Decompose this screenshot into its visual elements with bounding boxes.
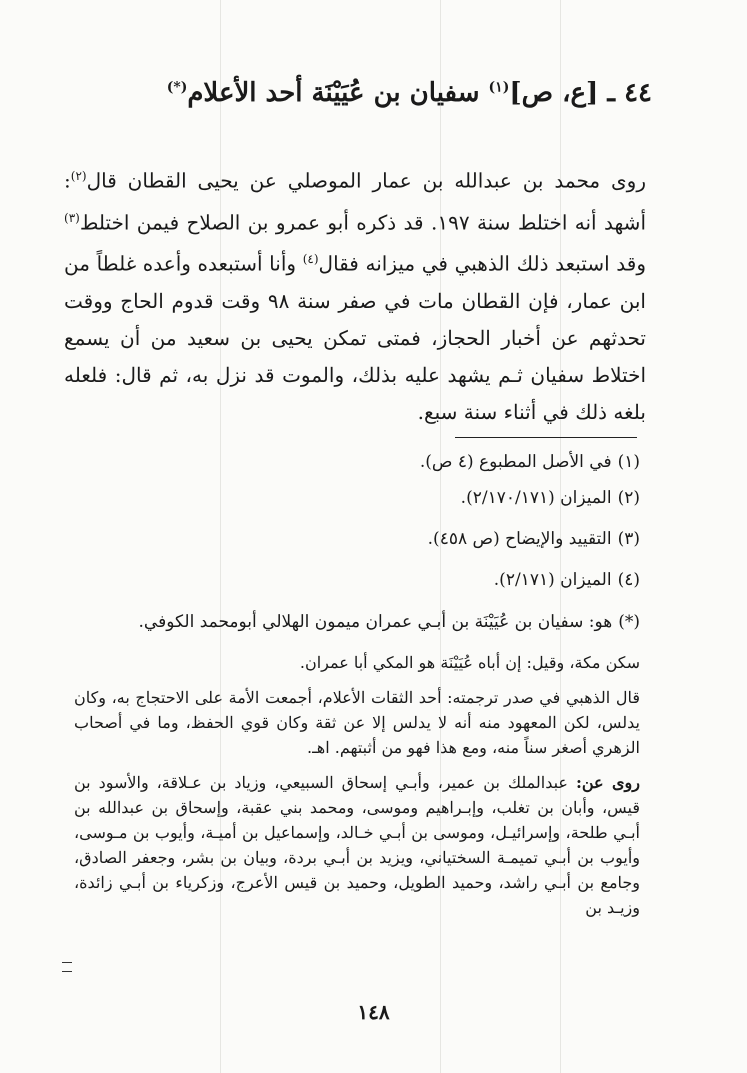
biography-note <box>74 650 640 930</box>
bio-paragraph: سكن مكة، وقيل: إن أباه عُيَيْنَة هو المكي أبا عمران. <box>299 653 640 672</box>
footnote-ref: (٤) <box>302 252 319 267</box>
footnote: (٣)التقييد والإيضاح (ص ٤٥٨). <box>427 529 640 549</box>
footnote: (٢)الميزان (٢/١٧٠/١٧١). <box>460 488 640 508</box>
margin-mark <box>62 962 72 972</box>
entry-number: ٤٤ ـ <box>607 78 652 108</box>
footnote-ref: (٣) <box>64 210 80 225</box>
bio-paragraph: روى عن: عبدالملك بن عمير، وأبـي إسحاق السبيعي، وزياد بن عـلاقة، والأسود بن قيس، وأبان بن تغلب، وإبـراهيم وموسى، ومحمد بني عقبة، وإسحاق بن عبدالله بن أبـي طلحة، وإسرائيـل، وموسى بن أبـي خـالد، وإسماعيل بن أميـة، وأيوب بن مـوسى، وأيوب بن أبـي تميمـة السختياني، ويزيد بن أبـي بردة، وبيان بن بشر، وجعفر الصادق، وجامع بن أبـي راشد، وحميد الطويل، وحميد بن قيس الأعرج، وزكرياء بن أبـي زائدة، وزيـد بن <box>74 773 641 917</box>
footnote: (١)في الأصل المطبوع (٤ ص). <box>419 452 640 472</box>
footnote-ref: (٢) <box>70 169 87 183</box>
entry-name: سفيان بن عُيَيْنَة أحد الأعلام <box>187 78 480 108</box>
bio-paragraph: قال الذهبي في صدر ترجمته: أحد الثقات الأعلام، أجمعت الأمة على الاحتجاج به، وكان يدلس، لكن المعهود منه أنه لا يدلس إلا عن ثقة وكان قوي الحفظ، وما في أصحاب الزهري أصغر سناً منه، ومع هذا فهو من أثبتهم. اهـ. <box>74 688 640 757</box>
footnote: (٤)الميزان (٢/١٧١). <box>493 570 640 590</box>
footnote-divider <box>455 437 637 438</box>
page-number: ١٤٨ <box>357 1000 390 1024</box>
footnote-ref: (١) <box>488 79 510 96</box>
footnote-ref: (*) <box>166 79 188 96</box>
footnote: (*)هو: سفيان بن عُيَيْنَة بن أبـي عمران ميمون الهلالي أبومحمد الكوفي. <box>138 612 640 632</box>
entry-heading <box>60 78 652 108</box>
entry-codes: [ع، ص] <box>509 78 599 108</box>
main-text: روى محمد بن عبدالله بن عمار الموصلي عن يحيى القطان قال$^{(٢)}$: أشهد أنه اختلط سنة ١٩٧. قد ذكره أبو عمرو بن الصلاح فيمن اختلط$^{(٣)}$ وقد استبعد ذلك الذهبي في ميزانه فقال$^{(٤)}$ وأنا أستبعده وأعده غلطاً من ابن عمار، فإن القطان مات في صفر سنة ٩٨ وقت قدوم الحاج ووقت تحدثهم عن أخبار الحجاز، فمتى تمكن يحيى بن سعيد من أن يسمع اختلاط سفيان ثـم يشهد عليه بذلك، والموت قد نزل به، ثم قال: فلعله بلغه ذلك في أثناء سنة سبع. <box>64 168 646 424</box>
